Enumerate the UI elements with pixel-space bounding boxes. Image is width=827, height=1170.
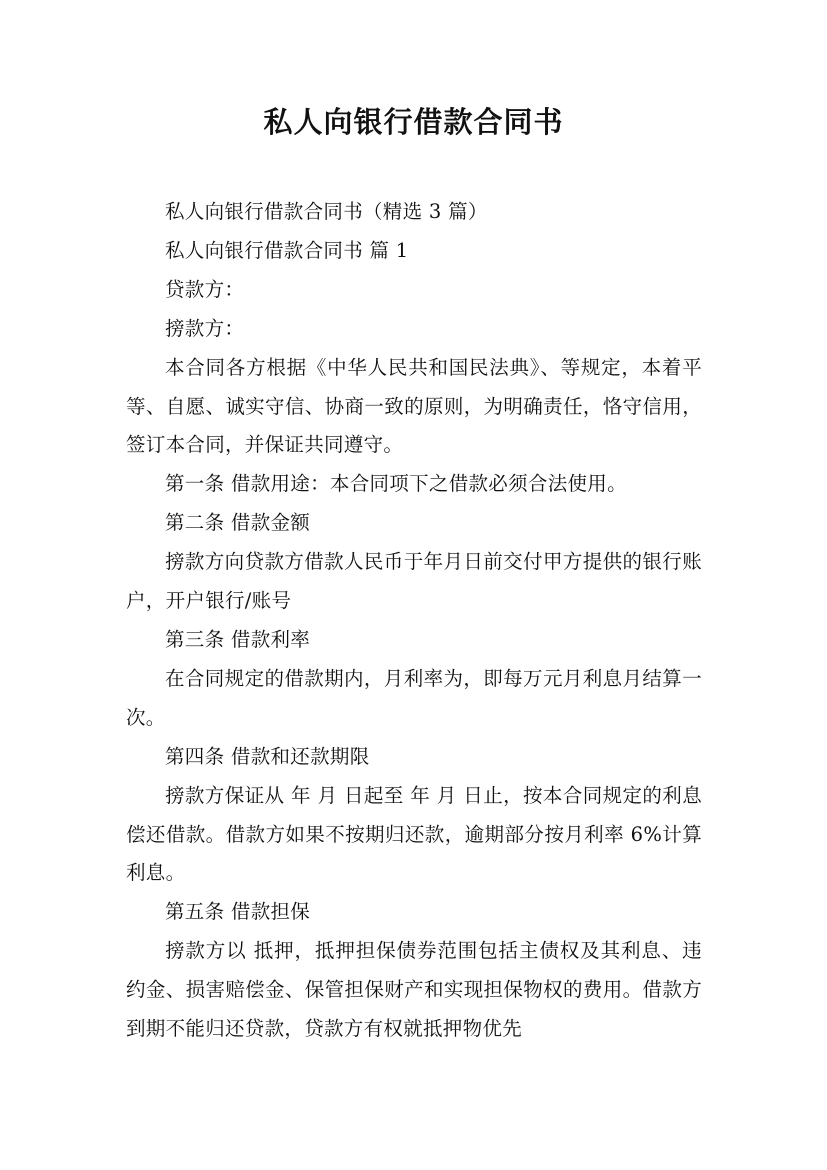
paragraph-section-heading: 私人向银行借款合同书 篇 1 [165, 238, 409, 262]
paragraph-subtitle: 私人向银行借款合同书（精选 3 篇） [165, 200, 488, 223]
paragraph-article-4-body: 搒款方保证从 年 月 日起至 年 月 日止，按本合同规定的利息偿还借款。借款方如果不按期归还款，逾期部分按月利率 6%计算利息。 [126, 783, 702, 885]
paragraph-article-4-heading: 第四条 借款和还款期限 [165, 744, 370, 768]
paragraph-article-3-body: 在合同规定的借款期内，月利率为，即每万元月利息月结算一次。 [126, 666, 702, 729]
paragraph-article-2-heading: 第二条 借款金额 [165, 511, 311, 535]
paragraph-preamble: 本合同各方根据《中华人民共和国民法典》、等规定，本着平等、自愿、诚实守信、协商一致的原则，为明确责任，恪守信用，签订本合同，并保证共同遵守。 [126, 355, 702, 457]
document-title: 私人向银行借款合同书 [263, 105, 564, 139]
paragraph-article-1: 第一条 借款用途：本合同项下之借款必须合法使用。 [165, 472, 627, 496]
paragraph-article-2-body: 搒款方向贷款方借款人民币于年月日前交付甲方提供的银行账户，开户银行/账号 [126, 550, 702, 613]
document-body [126, 193, 702, 1049]
paragraph-article-5-heading: 第五条 借款担保 [165, 900, 311, 924]
paragraph-lender: 贷款方： [165, 277, 245, 301]
paragraph-borrower: 搒款方： [165, 316, 245, 340]
paragraph-article-3-heading: 第三条 借款利率 [165, 627, 311, 651]
paragraph-article-5-body: 搒款方以 抵押，抵押担保债券范围包括主债权及其利息、违约金、损害赔偿金、保管担保财产和实现担保物权的费用。借款方到期不能归还贷款，贷款方有权就抵押物优先 [126, 939, 702, 1041]
